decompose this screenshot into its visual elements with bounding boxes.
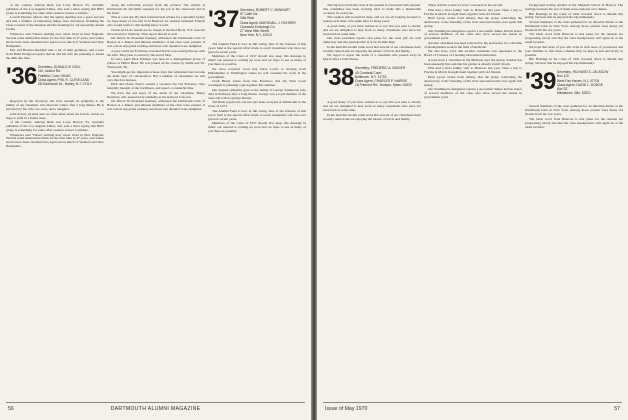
- paragraph: The latest word from Hanover is that plans for the reunion are progressing nicely and that the class headquarters will again be at the usual location.: [525, 32, 623, 45]
- class-officers: [38, 65, 104, 86]
- paragraph: Several members of the class gathered for an informal dinner at the Dartmouth Club in New York. Among those present were many old friends from the war years.: [525, 20, 623, 32]
- address-line: Class Agent, CHARLES P. HARRIS: [355, 78, 407, 83]
- class-year: '36: [6, 63, 37, 91]
- paragraph: We also have word that another classmate was appointed to the Board of Trustees of a leading educational institution.: [424, 49, 522, 58]
- address-line: 28 Dartmouth Dr., Nutley, N.J. 07110: [38, 81, 92, 86]
- publication-title: DARTMOUTH ALUMNI MAGAZINE: [110, 406, 201, 412]
- left-col-3-text: [208, 6, 306, 134]
- paragraph: Another classmate has been honored by his profession for a lifetime of distinguished work in the field of medicine.: [424, 40, 522, 49]
- address-line: Villa Real: [240, 16, 254, 21]
- paragraph: Our class president reports that plans for the class gift are well underway and that participation is at an all-time high.: [323, 36, 421, 45]
- footer-rule: [323, 402, 622, 403]
- paragraph: Members of the Class of 1937 should also keep this message in mind: our reunion is coming up soon and we hope to see as many of you there as possible.: [208, 121, 306, 134]
- left-col-3: [208, 4, 306, 394]
- paragraph: Reported by the Secretary: the class extends its sympathy to the family of our classmate who died last winter after a long illness. He is survived by his wife, two sons, and a daughter.: [6, 99, 104, 112]
- paragraph: In early April Dick Whitten was here in a distinguished group of golfers at Hilton Head. He was joined on the course by Smith and Vic Wentworth '36.: [107, 57, 205, 70]
- paragraph: These articles so that we were convened on the second.: [428, 4, 503, 7]
- address-line: 27 West 55th Street: [240, 29, 270, 34]
- address-line: 40 Cornwall Court: [355, 70, 382, 75]
- left-col-1-text: [6, 4, 104, 149]
- class-officers: [355, 66, 421, 87]
- paragraph: John Severy recently sent us a fine letter about his travels, which we hope to print in a future issue.: [6, 111, 104, 120]
- paragraph: background having studied at the Museum School in Boston. The feelings between the two of them were explored over dinner.: [525, 4, 623, 11]
- class-header-39: [525, 68, 623, 102]
- class-header-38: [323, 64, 421, 98]
- address-line: 18 Fremont Rd., Hudson, Mass. 01520: [355, 83, 412, 88]
- address-line: Class Agent, DAVID L. DODGE: [557, 82, 603, 87]
- issue-label: Issue of May 1970: [325, 406, 368, 412]
- paragraph: We hope that more of you will write in with news of yourselves and your families so that these columns may be kept as full and lively as possible.: [525, 44, 623, 57]
- paragraph: We have the sad news of the death of our classmate, Henry Newbury, who passed away suddenly at his home in Concord.: [107, 90, 205, 99]
- paragraph: Whenever said 'There's nothing new' never lived in New England. We had some memorable times for the first time in 37 years, and winter snows have been extended into April across much of Vermont and New Hampshire.: [6, 31, 104, 48]
- paragraph: Several members of the class gathered for an informal dinner at the Dartmouth Club in New York. Among those present were many old friends from the war years.: [525, 104, 623, 117]
- right-page: [317, 0, 628, 420]
- paragraph: Chuck and Lois Austin are no longer in the Red Hook, N.Y. area but have moved to Vermont. They report that all is well.: [107, 27, 205, 36]
- paragraph: We have received word that Dave Lewis is moving from Philadelphia to Washington where he will continue his work in the government.: [208, 66, 306, 79]
- secretary-line: Secretary, RICHARD S. JACKSON: [557, 70, 609, 75]
- paragraph: Petr and Barbara Rudolph take a bit of their grandson, and a note from Brian Hodgson reports that he and his wife are planning to attend the 40th this June.: [6, 48, 104, 61]
- paragraph: along the following excerpt from the preface, 'We admire at Dartmouth the discipline required for the job in the classroom and in the field.': [107, 4, 205, 15]
- paragraph: The Alumni Fund is now in full swing. One of the features of this year's fund is the special effort made to reach classmates who have not given in recent years.: [208, 42, 306, 54]
- paragraph: Bill Hastings in the Class of 1941 traveled down to Miami this spring. We hear that he enjoyed the trip immensely.: [525, 11, 623, 20]
- paragraph: Bill Hastings in the Class of 1941 traveled down to Miami this spring. We hear that he enjoyed the trip immensely.: [525, 57, 623, 66]
- left-col-1: [6, 4, 104, 394]
- paragraph: Our deepest sympathy goes to the family of George Sanderson, who died in February after a long illness. George was a loyal member of the class and will be greatly missed.: [208, 87, 306, 100]
- address-line: Ciancarla Exchange Co.: [240, 24, 276, 29]
- address-line: Class Agent, PHIL R. CLEVELAND: [38, 77, 90, 82]
- paragraph: This is a sad day. By most fraternal best wishes for a splendid spring; we hope many of you will be in Hanover for reunion weekend. Friends who would relate to that feeling know it well.: [107, 15, 205, 28]
- right-col-1-text: [323, 4, 421, 122]
- right-col-2: [424, 4, 522, 394]
- class-year: '39: [525, 68, 556, 96]
- paragraph: In the mail this month came word that several of our classmates have recently retired and are enjoying the leisure of travel and family.: [323, 44, 421, 53]
- paragraph: Dick and Dodie Taylor wanted a vacation trip last February; they naturally thought of the Caribbean, and report a wonderful time.: [107, 82, 205, 91]
- secretary-line: Secretary, ROBERT C. BANKART: [240, 8, 291, 12]
- address-line: Fairfield, Conn. 06430: [38, 73, 71, 78]
- paragraph: A post card from Ed Stitzer revealed that he was touring Europe with his wife. They plan to return by the end of May.: [107, 48, 205, 57]
- paragraph: Ellis had a short family visit to Hanover last year. Then a trip to Florida in March brought them together with old friends.: [424, 7, 522, 16]
- paragraph: Herb Lyons writes from Albany that the group celebrating the anniversary of the founding of the class association met once again this spring.: [424, 74, 522, 87]
- paragraph: Ellis had a short family visit to Hanover last year. Then a trip to Florida in March brought them together with old friends.: [424, 66, 522, 75]
- address-line: Milwaukee, Wis. 53201: [557, 91, 591, 96]
- secretary-line: Secretary, FREDERIC A. BIGGER: [355, 66, 406, 71]
- paragraph: Members of the Class of 1937 should also keep this message in mind: our reunion is coming up soon and we hope to see as many of you there as possible.: [208, 54, 306, 67]
- left-col-2-text: [107, 4, 205, 112]
- left-page: [0, 0, 311, 420]
- paragraph: Our Washington delegation reports a successful dinner held in honor of several members of the class who have served the nation in government posts.: [424, 87, 522, 100]
- address-line: Box 32: [557, 87, 568, 92]
- page-number: 57: [614, 406, 620, 412]
- right-col-3-text: [525, 4, 623, 130]
- class-officers: [557, 70, 623, 95]
- paragraph: of the country. Among them was Larry Herron '33, currently publisher of the Los Angeles Times, who sent a letter saying that Bill's group is something for some other reunion classes to imitate.: [6, 120, 104, 132]
- class-year: '37: [208, 6, 239, 33]
- paragraph: The big news from the class at the present is concerned with reunion. Our committee has been working hard to make this a memorable occasion for everyone.: [323, 4, 421, 15]
- paragraph: Clark Hinds writes from San Francisco that the West Coast contingent is planning a get-together this summer.: [208, 79, 306, 88]
- paragraph: A note from a classmate in the Midwest says the spring weather has been unusually fine and that his garden is already in full bloom.: [424, 57, 522, 66]
- paragraph: The latest word from Hanover is that plans for the reunion are progressing nicely and that the class headquarters will again be at the usual location.: [525, 116, 623, 129]
- right-col-1: [323, 4, 421, 394]
- paragraph: A good many of you have written in to say that you plan to attend, and we are delighted to hear from so many classmates who have not been back in some time.: [323, 100, 421, 113]
- address-line: New York, N.Y. 10019: [240, 33, 272, 38]
- left-col-2: [107, 4, 205, 394]
- paragraph: On March 30 President Kemeny addressed the Dartmouth Club of Boston at a dinner, and thirteen members of the class were present. It was a most enjoyable evening and those who attended were delighted.: [107, 36, 205, 49]
- paragraph: Herb Lyons writes from Albany that the group celebrating the anniversary of the founding of the class association met once again this spring.: [424, 16, 522, 28]
- page-number: 56: [8, 406, 14, 412]
- footer-rule: [6, 402, 305, 403]
- paragraph: We regret to report the death of a classmate who passed away in March after a brief illness.: [323, 53, 421, 62]
- paragraph: In the mail this month came word that several of our classmates have recently retired and are enjoying the leisure of travel and family.: [323, 112, 421, 121]
- secretary-line: Secretary, DONALD B. DOLL: [38, 65, 81, 70]
- paragraph: Our Washington delegation reports a successful dinner held in honor of several members of the class who have served the nation in government posts.: [424, 28, 522, 41]
- class-header-36: [6, 63, 104, 97]
- right-col-3: [525, 4, 623, 394]
- address-line: Baltimore, N.Y. 11702: [355, 74, 387, 79]
- address-line: 97 Calle Iris: [240, 12, 258, 17]
- paragraph: of the country. Among them was Larry Herron '33, currently publisher of the Los Angeles Times, who sent a letter saying that Bill's group is something for some other reunion classes to imitate.: [6, 4, 104, 15]
- class-officers: [240, 8, 306, 37]
- address-line: Box 115: [557, 74, 569, 79]
- address-line: 110 Judson Rd.: [38, 69, 61, 74]
- class-year: '38: [323, 64, 354, 92]
- paragraph: Whenever said 'There's nothing new' never lived in New England. We had some memorable times for the first time in 37 years, and winter snows have been extended into April across much of Vermont and New Hampshire.: [6, 132, 104, 149]
- class-header-37: [208, 6, 306, 40]
- paragraph: The reunion will be held in June, and we are all looking forward to seeing each other once again after so many years.: [323, 15, 421, 24]
- paragraph: A good many of you have written in to say that you plan to attend, and we are delighted to hear from so many classmates who have not been back in some time.: [323, 23, 421, 36]
- left-footer: [0, 404, 311, 414]
- paragraph: Lowell Thomas reflects that the spring meeting was a great success and that a number of interesting things were discussed, including the Class Council of the Reunion and the planning for our upcoming annual events.: [6, 15, 104, 32]
- paragraph: The Alumni Fund is now in full swing. One of the features of this year's fund is the special effort made to reach classmates who have not given in recent years.: [208, 108, 306, 121]
- paragraph: On March 30 President Kemeny addressed the Dartmouth Club of Boston at a dinner, and thirteen members of the class were present. It was a most enjoyable evening and those who attended were delighted.: [107, 99, 205, 112]
- paragraph: You might get the impression these days that retirement has become the main topic of conversation. But a number of classmates are still very much in harness.: [107, 69, 205, 82]
- address-line: West Fair Haven, N.J. 07704: [557, 78, 600, 83]
- right-footer: [317, 404, 628, 414]
- right-col-2-text: [424, 4, 522, 100]
- paragraph: Ted Bush reports his son has just been accepted at Dartmouth in the Class of 1974.: [208, 100, 306, 109]
- address-line: Class Agent, MARSHALL J. ROHRER: [240, 20, 296, 25]
